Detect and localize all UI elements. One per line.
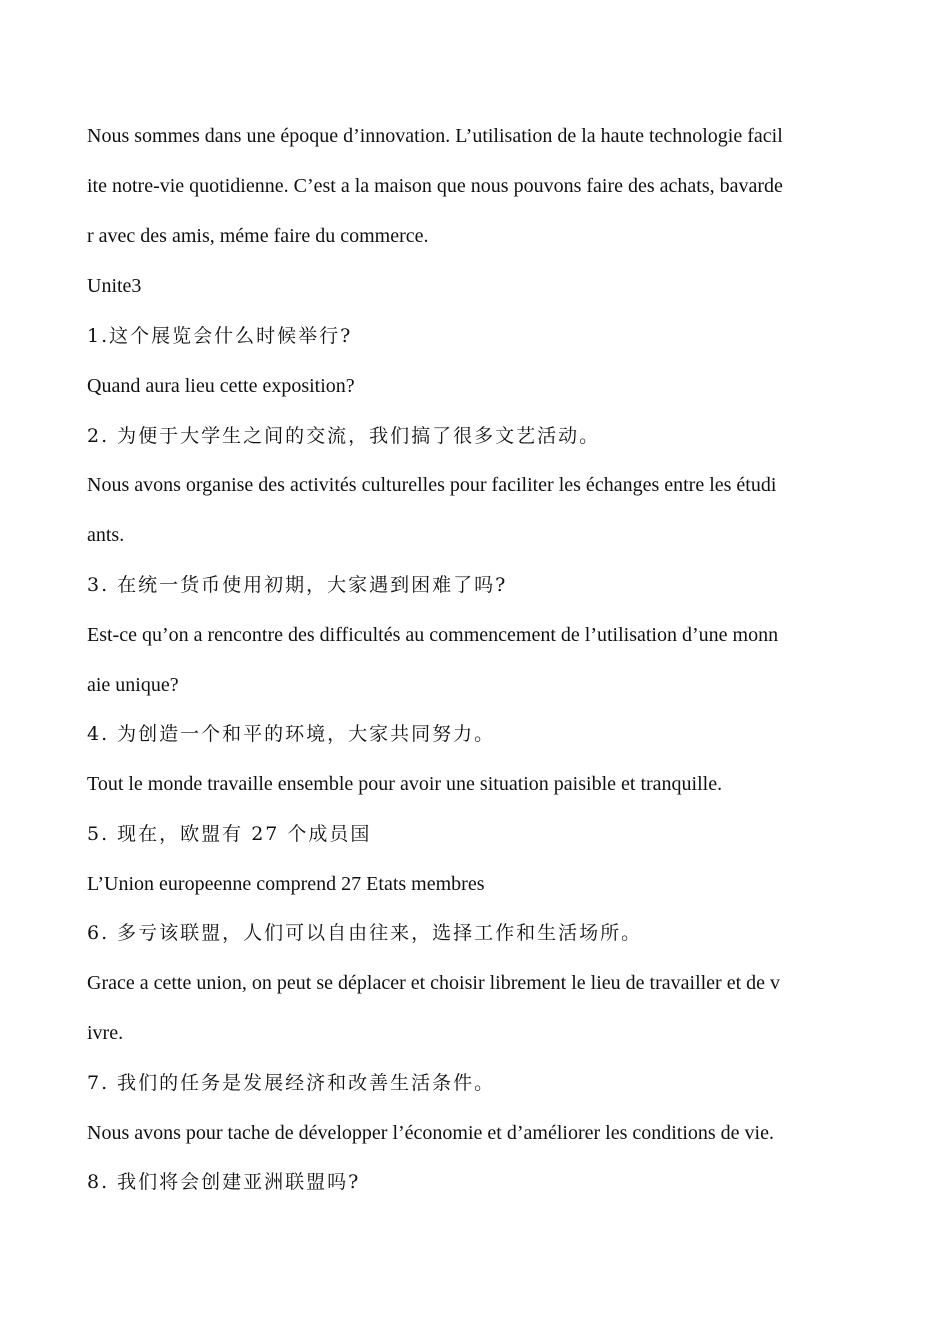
chinese-sentence-5: 5. 现在，欧盟有 27 个成员国: [87, 823, 372, 845]
chinese-sentence-8: 8. 我们将会创建亚洲联盟吗?: [87, 1171, 361, 1193]
french-translation-2: Nous avons organise des activités culturelles pour faciliter les échanges entre les étudi: [87, 474, 777, 496]
chinese-sentence-4: 4. 为创造一个和平的环境，大家共同努力。: [87, 723, 496, 745]
chinese-sentence-3: 3. 在统一货币使用初期，大家遇到困难了吗?: [87, 574, 508, 596]
french-translation-2-cont: ants.: [87, 524, 125, 546]
paragraph-line: r avec des amis, méme faire du commerce.: [87, 225, 429, 247]
french-translation-6: Grace a cette union, on peut se déplacer et choisir librement le lieu de travailler et de v: [87, 972, 781, 994]
french-translation-4: Tout le monde travaille ensemble pour avoir une situation paisible et tranquille.: [87, 773, 723, 795]
paragraph-line: ite notre-vie quotidienne. C’est a la maison que nous pouvons faire des achats, bavarde: [87, 175, 783, 197]
unit-heading: Unite3: [87, 275, 142, 297]
french-translation-3: Est-ce qu’on a rencontre des difficultés au commencement de l’utilisation d’une monn: [87, 624, 779, 646]
chinese-sentence-6: 6. 多亏该联盟，人们可以自由往来，选择工作和生活场所。: [87, 922, 643, 944]
french-translation-5: L’Union europeenne comprend 27 Etats membres: [87, 873, 485, 895]
french-translation-1: Quand aura lieu cette exposition?: [87, 375, 355, 397]
paragraph-line: Nous sommes dans une époque d’innovation. L’utilisation de la haute technologie facil: [87, 125, 783, 147]
french-translation-3-cont: aie unique?: [87, 674, 179, 696]
chinese-sentence-7: 7. 我们的任务是发展经济和改善生活条件。: [87, 1072, 496, 1094]
french-translation-7: Nous avons pour tache de développer l’économie et d’améliorer les conditions de vie.: [87, 1122, 774, 1144]
french-translation-6-cont: ivre.: [87, 1022, 124, 1044]
chinese-sentence-1: 1.这个展览会什么时候举行?: [87, 325, 353, 347]
chinese-sentence-2: 2. 为便于大学生之间的交流，我们搞了很多文艺活动。: [87, 425, 601, 447]
